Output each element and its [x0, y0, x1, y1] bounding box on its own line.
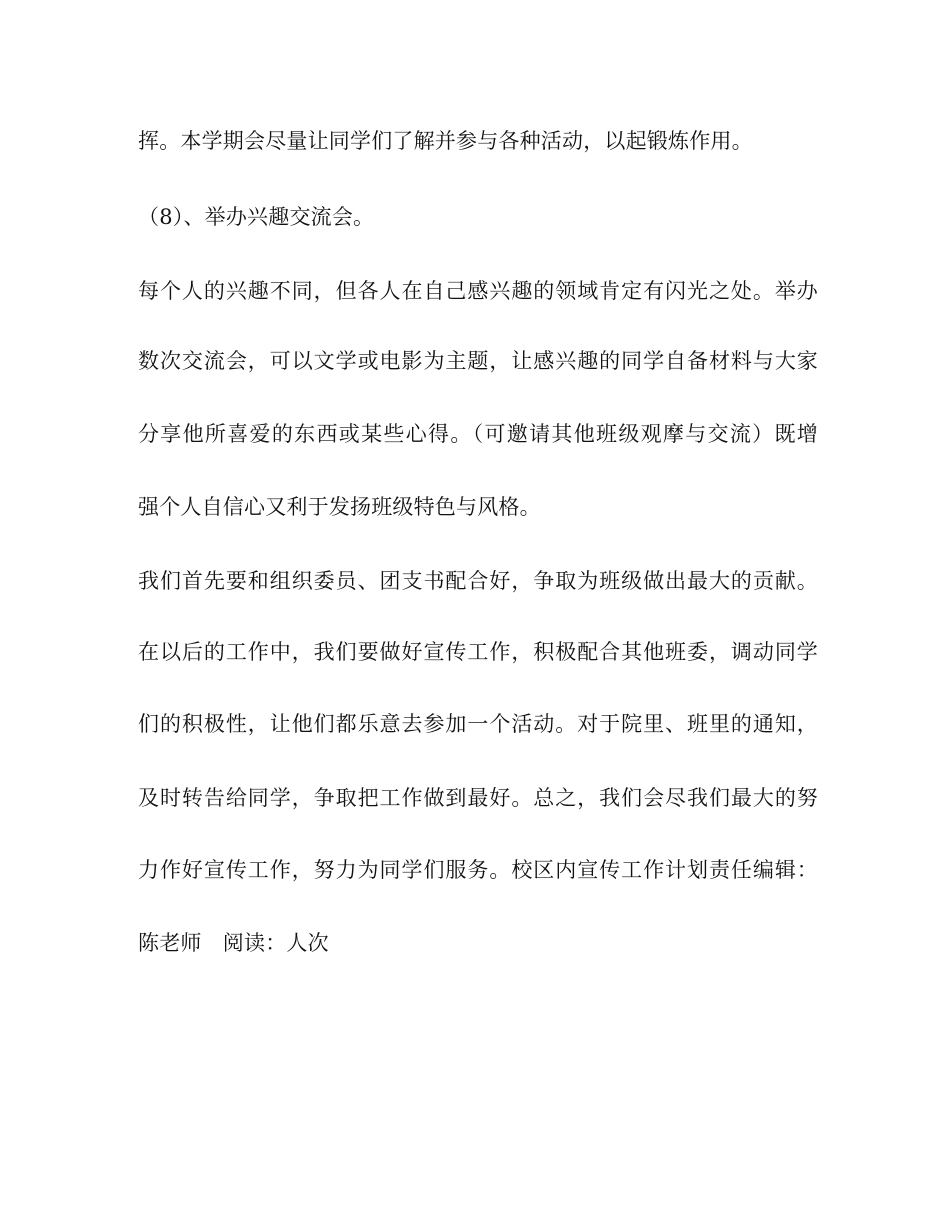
paragraph-line-7: 我们首先要和组织委员、团支书配合好，争取为班级做出最大的贡献。 [138, 569, 818, 593]
paragraph-line-4: 数次交流会，可以文学或电影为主题，让感兴趣的同学自备材料与大家 [138, 349, 818, 373]
paragraph-line-6: 强个人自信心又利于发扬班级特色与风格。 [138, 495, 541, 519]
editor-reading-line: 陈老师 阅读：人次 [138, 931, 329, 955]
paragraph-line-3: 每个人的兴趣不同，但各人在自己感兴趣的领域肯定有闪光之处。举办 [138, 279, 818, 303]
paragraph-line-5: 分享他所喜爱的东西或某些心得。（可邀请其他班级观摩与交流）既增 [138, 422, 818, 446]
paragraph-line-9: 们的积极性，让他们都乐意去参加一个活动。对于院里、班里的通知， [138, 712, 818, 736]
paragraph-line-8: 在以后的工作中，我们要做好宣传工作，积极配合其他班委，调动同学 [138, 640, 818, 664]
section-heading-8: （8）、举办兴趣交流会。 [138, 205, 375, 229]
paragraph-line-11: 力作好宣传工作，努力为同学们服务。校区内宣传工作计划责任编辑： [138, 858, 818, 882]
paragraph-line-10: 及时转告给同学，争取把工作做到最好。总之，我们会尽我们最大的努 [138, 786, 818, 810]
paragraph-line-1: 挥。本学期会尽量让同学们了解并参与各种活动，以起锻炼作用。 [138, 129, 753, 153]
